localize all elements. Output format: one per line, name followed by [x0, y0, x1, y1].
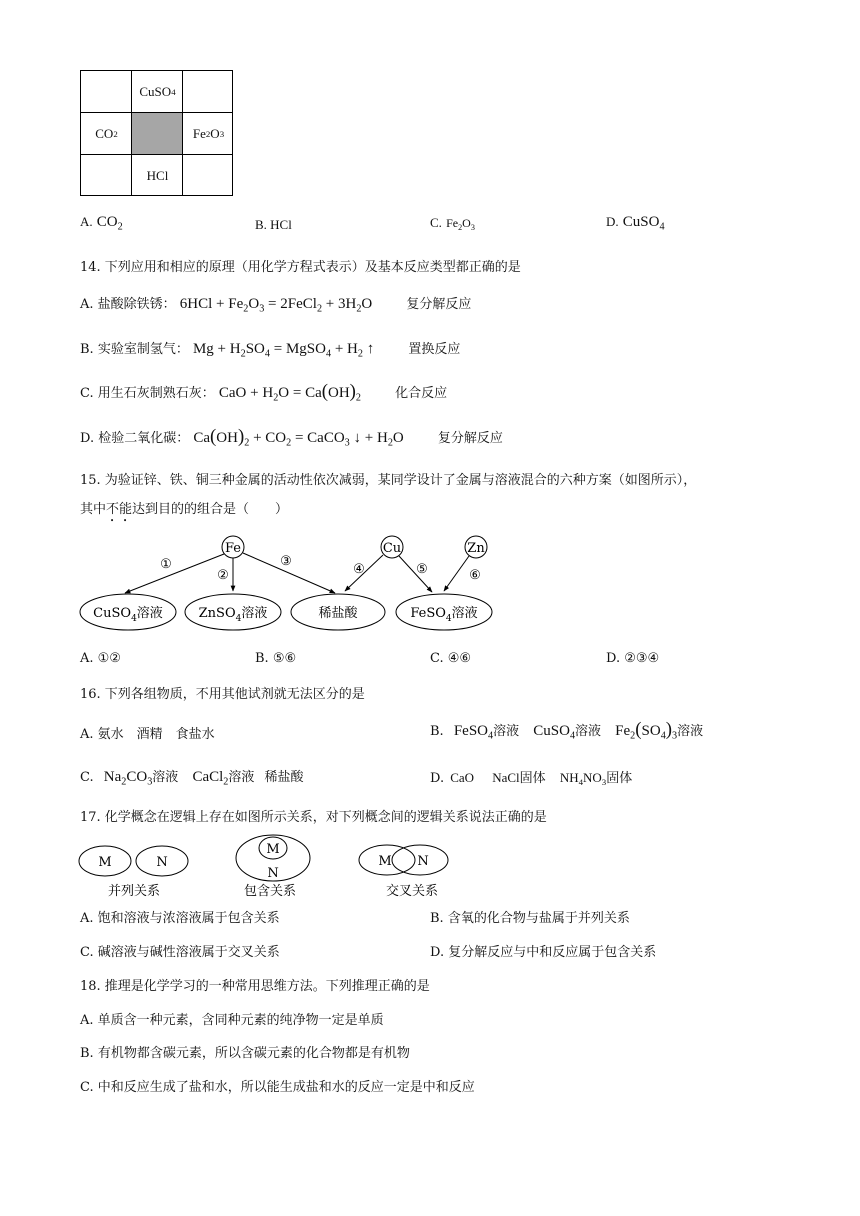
arrow-label-4: ④ [353, 562, 365, 577]
arrow-label-1: ① [160, 557, 172, 572]
q15-option-a: A. ①② [80, 651, 121, 666]
solution-znso4-label: ZnSO$_4$溶液 [198, 606, 268, 624]
q15-option-c: C. ④⑥ [430, 651, 472, 666]
q14-stem: 14. 下列应用和相应的原理（用化学方程式表示）及基本反应类型都正确的是 [80, 260, 521, 275]
q18-option-c: C. 中和反应生成了盐和水，所以能生成盐和水的反应一定是中和反应 [80, 1080, 475, 1095]
substance-grid [80, 70, 233, 196]
cross-n-label: N [417, 854, 429, 869]
solution-feso4-label: FeSO$_4$溶液 [410, 606, 478, 624]
metal-solution-diagram [78, 533, 498, 633]
grid-cell-left: CO 2 [95, 126, 118, 141]
q15-option-d: D. ②③④ [606, 651, 660, 666]
q16-option-d: D. CaO NaCl固体 $NH_4NO_3$固体 [430, 770, 633, 788]
metal-cu-label: Cu [382, 541, 402, 556]
metal-fe-label: Fe [224, 541, 242, 556]
q15-option-b: B. ⑤⑥ [255, 651, 297, 666]
q17-option-a: A. 饱和溶液与浓溶液属于包含关系 [80, 911, 280, 926]
q13-option-b: B. HCl [255, 217, 292, 232]
caption-contain: 包含关系 [243, 884, 297, 899]
grid-cell-bottom: HCl [146, 168, 169, 183]
logic-relation-diagram [76, 832, 456, 902]
q16-option-b: B. FeSO$_4$溶液 CuSO$_4$溶液 $Fe_2(SO_4)_3$溶液 [430, 719, 704, 742]
arrow-label-2: ② [217, 568, 229, 583]
solution-cuso4-label: CuSO$_4$溶液 [93, 606, 163, 624]
q15-stem-line1: 15. 为验证锌、铁、铜三种金属的活动性依次减弱，某同学设计了金属与溶液混合的六种方案（如图所示）， [80, 473, 697, 488]
q14-option-b: B. 实验室制氢气： $Mg + H_2SO_4$ = MgSO$_4$ + $H_2$ ↑ 置换反应 [80, 341, 461, 360]
arrow-6 [444, 556, 469, 591]
grid-cell-shaded [132, 113, 182, 154]
q14-option-c: C. 用生石灰制熟石灰： CaO + $H_2O = Ca(OH)_2$ 化合反应 [80, 381, 448, 404]
arrow-label-3: ③ [280, 554, 292, 569]
q13-option-c: C. $Fe_2O_3$ [430, 215, 475, 232]
grid-cell-right: Fe 2 O 3 [192, 126, 225, 141]
q13-option-d: D. CuSO$_4$ [606, 214, 665, 233]
arrow-label-6: ⑥ [469, 568, 481, 583]
q16-option-c: C. $Na_2CO_3$溶液 CaCl$_2$溶液 稀盐酸 [80, 769, 304, 788]
q17-option-d: D. 复分解反应与中和反应属于包含关系 [430, 945, 657, 960]
q16-stem: 16. 下列各组物质，不用其他试剂就无法区分的是 [80, 687, 365, 702]
caption-cross: 交叉关系 [385, 884, 439, 899]
q18-option-b: B. 有机物都含碳元素，所以含碳元素的化合物都是有机物 [80, 1046, 410, 1061]
parallel-n-label: N [156, 855, 168, 870]
q18-option-a: A. 单质含一种元素，含同种元素的纯净物一定是单质 [80, 1013, 384, 1028]
q15-stem-line2: 其中不能达到目的的组合是（ ） [80, 502, 289, 517]
q16-option-a: A. 氨水 酒精 食盐水 [80, 727, 215, 742]
q17-stem: 17. 化学概念在逻辑上存在如图所示关系，对下列概念间的逻辑关系说法正确的是 [80, 810, 547, 825]
q17-option-c: C. 碱溶液与碱性溶液属于交叉关系 [80, 945, 280, 960]
q17-option-b: B. 含氧的化合物与盐属于并列关系 [430, 911, 630, 926]
cross-m-label: M [378, 854, 392, 869]
grid-cell-top: CuSO 4 [139, 84, 176, 99]
q13-option-a: A. $CO_2$ [80, 214, 123, 233]
parallel-m-label: M [98, 855, 112, 870]
arrow-label-5: ⑤ [416, 562, 428, 577]
caption-parallel: 并列关系 [107, 884, 161, 899]
contain-m-label: M [266, 842, 280, 857]
metal-zn-label: Zn [467, 541, 485, 556]
arrow-1 [125, 554, 224, 593]
q14-option-d: D. 检验二氧化碳： $Ca(OH)_2 + CO_2$ = CaCO$_3$ ↓ + $H_2O$ 复分解反应 [80, 426, 503, 449]
contain-n-label: N [267, 866, 279, 881]
solution-hcl-label: 稀盐酸 [318, 606, 358, 621]
q14-option-a: A. 盐酸除铁锈： $6HCl + Fe_2O_3$ = 2FeCl$_2$ + $3H_2O$ 复分解反应 [80, 296, 472, 315]
q18-stem: 18. 推理是化学学习的一种常用思维方法。下列推理正确的是 [80, 979, 430, 994]
emphasis-dots: 不能 [106, 502, 133, 517]
